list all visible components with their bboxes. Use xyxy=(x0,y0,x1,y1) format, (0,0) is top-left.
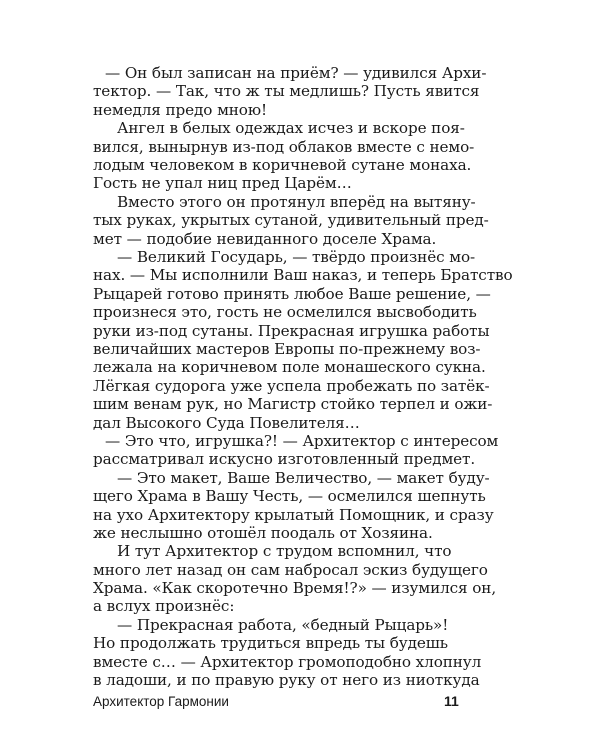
text-line: щего Храма в Вашу Честь, — осмелился шепнуть xyxy=(93,487,486,506)
text-line: шим венам рук, но Магистр стойко терпел и ожи- xyxy=(93,395,493,414)
text-line: — Это макет, Ваше Величество, — макет буду- xyxy=(117,468,490,487)
text-line: Лёгкая судорога уже успела пробежать по затёк- xyxy=(93,376,490,395)
text-line: а вслух произнёс: xyxy=(93,597,235,616)
text-line: вместе с… — Архитектор громоподобно хлопнул xyxy=(93,652,482,671)
text-line: Вместо этого он протянул вперёд на вытяну- xyxy=(117,192,476,211)
page-number: 11 xyxy=(444,693,459,709)
text-line: немедля предо мною! xyxy=(93,100,267,119)
text-line: в ладоши, и по правую руку от него из ниоткуда xyxy=(93,671,480,689)
text-line: мет — подобие невиданного доселе Храма. xyxy=(93,229,437,248)
text-line: Но продолжать трудиться впредь ты будешь xyxy=(93,634,448,653)
text-line: Ангел в белых одеждах исчез и вскоре поя- xyxy=(117,119,465,138)
text-line: лодым человеком в коричневой сутане монаха. xyxy=(93,156,472,174)
text-line: И тут Архитектор с трудом вспомнил, что xyxy=(117,542,452,561)
text-line: нах. — Мы исполнили Ваш наказ, и теперь Братство xyxy=(93,266,513,285)
text-line: вился, вынырнув из-под облаков вместе с немо- xyxy=(93,137,475,156)
text-line: лежала на коричневом поле монашеского сукна. xyxy=(93,358,486,377)
text-line: рассматривал искусно изготовленный предмет. xyxy=(93,450,476,469)
text-line: Рыцарей готово принять любое Ваше решение, — xyxy=(93,284,491,303)
text-line: — Он был записан на приём? — удивился Архи- xyxy=(105,64,487,82)
text-line: руки из-под сутаны. Прекрасная игрушка работы xyxy=(93,321,490,340)
running-footer-title: Архитектор Гармонии xyxy=(93,694,229,709)
text-line: дал Высокого Суда Повелителя… xyxy=(93,413,360,432)
text-line: тых руках, укрытых сутаной, удивительный пред- xyxy=(93,211,489,230)
text-line: — Это что, игрушка?! — Архитектор с интересом xyxy=(105,431,499,450)
text-line: на ухо Архитектору крылатый Помощник, и сразу xyxy=(93,505,494,524)
text-line: — Прекрасная работа, «бедный Рыцарь»! xyxy=(117,615,449,634)
text-line: же неслышно отошёл поодаль от Хозяина. xyxy=(93,523,433,542)
text-line: произнеся это, гость не осмелился высвободить xyxy=(93,303,477,322)
text-line: Гость не упал ниц пред Царём… xyxy=(93,174,352,193)
text-line: величайших мастеров Европы по-прежнему воз- xyxy=(93,339,481,358)
text-line: много лет назад он сам набросал эскиз будущего xyxy=(93,560,488,579)
text-line: тектор. — Так, что ж ты медлишь? Пусть явится xyxy=(93,82,480,101)
text-line: Храма. «Как скоротечно Время!?» — изумился он, xyxy=(93,579,497,597)
text-line: — Великий Государь, — твёрдо произнёс мо- xyxy=(117,247,476,266)
